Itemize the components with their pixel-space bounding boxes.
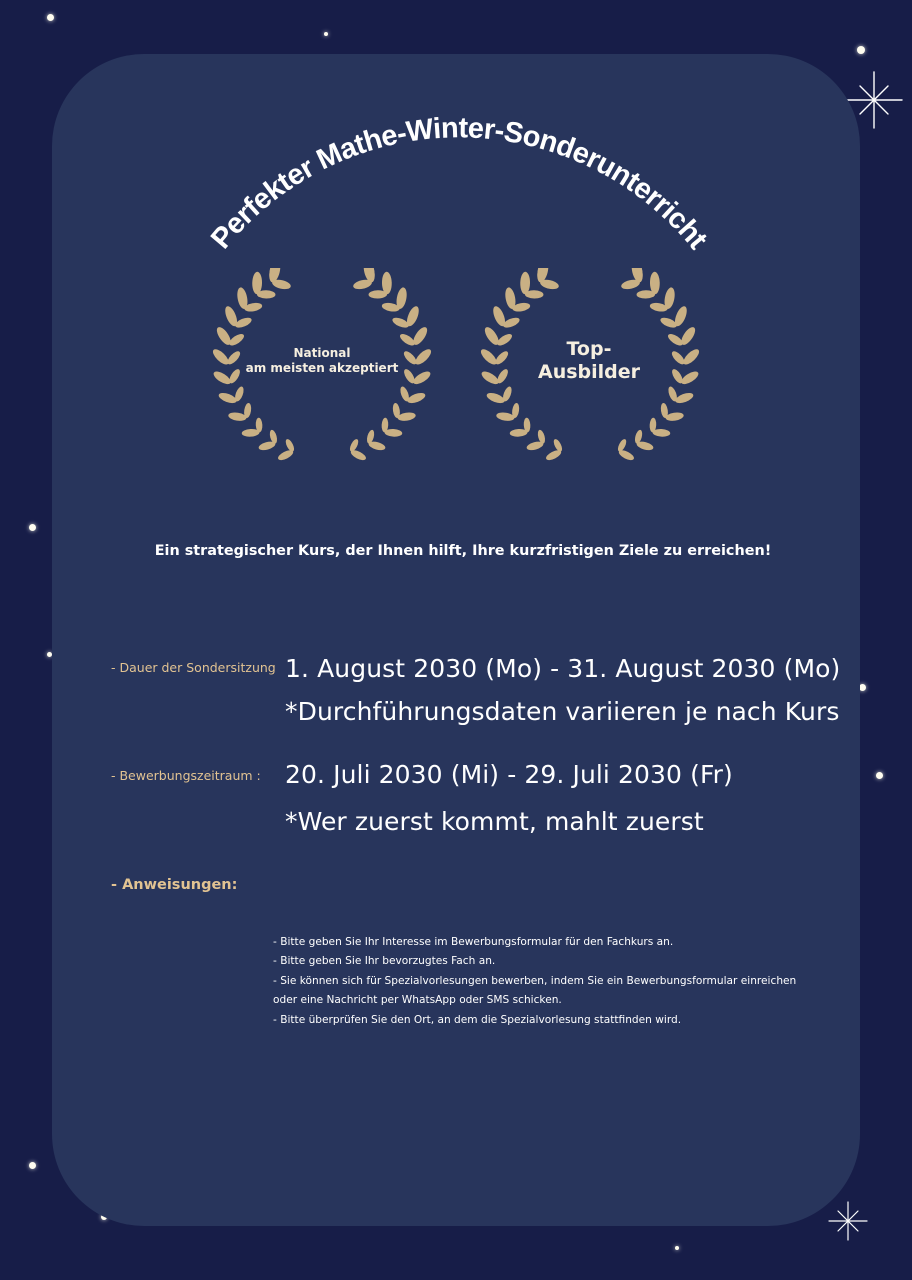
instruction-line: - Bitte geben Sie Ihr Interesse im Bewerbungsformular für den Fachkurs an. [273,936,674,948]
session-note: *Durchführungsdaten variieren je nach Kurs [285,697,840,726]
application-note: *Wer zuerst kommt, mahlt zuerst [285,807,704,836]
session-label: - Dauer der Sondersitzung [111,660,276,675]
subtitle: Ein strategischer Kurs, der Ihnen hilft, Ihre kurzfristigen Ziele zu erreichen! [154,543,772,559]
star-dot-icon [876,772,883,779]
instruction-line: - Bitte überprüfen Sie den Ort, an dem die Spezialvorlesung stattfinden wird. [273,1013,682,1026]
instruction-line: - Bitte geben Sie Ihr bevorzugtes Fach an. [273,955,496,968]
star-dot-icon [675,1246,679,1250]
page-title [0,0,912,320]
application-dates: 20. Juli 2030 (Mi) - 29. Juli 2030 (Fr) [285,760,733,789]
sparkle-icon [828,1201,868,1241]
application-label: - Bewerbungszeitraum : [111,768,261,783]
star-dot-icon [29,524,36,531]
star-dot-icon [859,684,866,691]
instruction-line: oder eine Nachricht per WhatsApp oder SMS schicken. [273,994,562,1007]
badge-top-instructor-text: Top- Ausbilder [537,338,641,383]
instructions-label: - Anweisungen: [111,877,238,893]
badge-national-text: National am meisten akzeptiert [245,346,399,375]
instructions-list [273,933,843,1030]
instruction-line: - Sie können sich für Spezialvorlesungen bewerben, indem Sie ein Bewerbungsformular einreichen [273,974,797,987]
svg-text:Perfekter Mathe-Winter-Sonderu: Perfekter Mathe-Winter-Sonderunterricht [205,112,714,255]
session-dates: 1. August 2030 (Mo) - 31. August 2030 (Mo) [285,654,841,683]
star-dot-icon [29,1162,36,1169]
